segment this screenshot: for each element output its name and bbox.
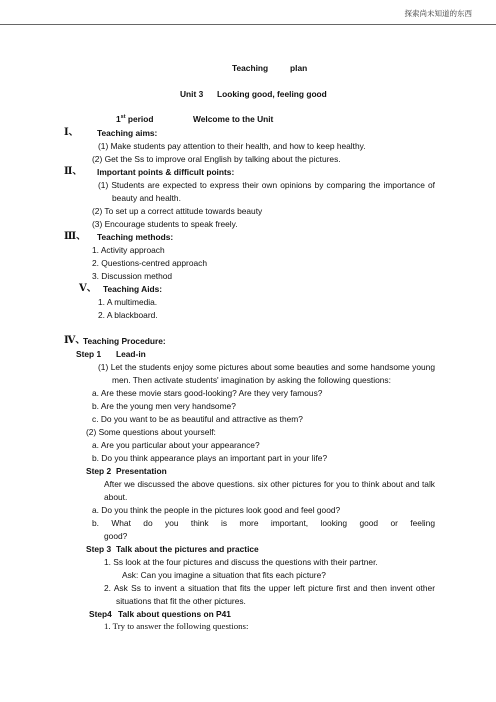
step2-question-b2: good? [104,531,128,541]
sec3-heading: Teaching methods: [97,232,174,242]
step1-question-2a: a. Are you particular about your appearance? [92,440,260,450]
sec3-item-1: 1. Activity approach [92,245,165,255]
step1-question-a: a. Are these movie stars good-looking? Are they very famous? [92,388,323,398]
unit-label: Unit 3 [180,89,204,99]
step3-item-2b: situations that fit the other pictures. [116,596,246,606]
step1-label: Step 1 [76,349,102,359]
step4-name: Talk about questions on P41 [118,609,231,619]
step2-label: Step 2 [86,466,112,476]
sec4-numeral: Ⅳ、 [64,335,86,346]
step4-item-1: 1. Try to answer the following questions: [104,621,249,631]
step4-label: Step4 [89,609,112,619]
period-word: period [127,114,154,124]
step3-item-2a: 2. Ask Ss to invent a situation that fits the upper left picture first and then invent other [104,583,435,593]
sec1-item-1: (1) Make students pay attention to their health, and how to keep healthy. [98,141,366,151]
step3-ask: Ask: Can you imagine a situation that fits each picture? [122,570,326,580]
sec3-item-3: 3. Discussion method [92,271,173,281]
sec5-heading: Teaching Aids: [103,284,163,294]
sec2-numeral: Ⅱ、 [64,166,83,177]
sec2-item-1a: (1) Students are expected to express their own opinions by comparing the importance of [98,180,435,190]
sec1-item-2: (2) Get the Ss to improve oral English by talking about the pictures. [92,154,341,164]
step1-name: Lead-in [116,349,146,359]
step1-para1a: (1) Let the students enjoy some pictures about some beauties and some handsome young [98,362,435,372]
step3-item-1: 1. Ss look at the four pictures and discuss the questions with their partner. [104,557,378,567]
header-rule [0,24,496,25]
sec2-heading: Important points & difficult points: [97,167,235,177]
step2-question-b1: b. What do you think is more important, looking good or feeling [92,518,435,528]
sec1-numeral: Ⅰ、 [64,127,79,138]
period-suffix: st [120,114,126,121]
step3-label: Step 3 [86,544,112,554]
step1-para1b: men. Then activate students' imagination by asking the following questions: [112,375,391,385]
step2-para-b: about. [104,492,128,502]
sec1-heading: Teaching aims: [97,128,158,138]
step2-para-a: After we discussed the above questions. six other pictures for you to think about and talk [104,479,435,489]
title-word-plan: plan [290,63,308,73]
sec5-item-1: 1. A multimedia. [98,297,158,307]
step1-para2: (2) Some questions about yourself: [86,427,216,437]
sec4-heading: Teaching Procedure: [83,336,166,346]
sec2-item-1b: beauty and health. [112,193,181,203]
period-name: Welcome to the Unit [193,114,274,124]
sec2-item-3: (3) Encourage students to speak freely. [92,219,238,229]
period-number: 1 [116,114,121,124]
sec5-numeral: Ⅴ、 [79,283,97,294]
sec5-item-2: 2. A blackboard. [98,310,158,320]
title-word-teaching: Teaching [232,63,269,73]
step1-question-b: b. Are the young men very handsome? [92,401,236,411]
step3-name: Talk about the pictures and practice [116,544,259,554]
step1-question-c: c. Do you want to be as beautiful and attractive as them? [92,414,303,424]
period-label [116,114,153,124]
step2-name: Presentation [116,466,167,476]
sec3-item-2: 2. Questions-centred approach [92,258,207,268]
unit-name: Looking good, feeling good [217,89,327,99]
sec2-item-2: (2) To set up a correct attitude towards beauty [92,206,263,216]
step1-question-2b: b. Do you think appearance plays an important part in your life? [92,453,328,463]
page-header-text: 探索尚未知道的东西 [404,9,472,18]
sec3-numeral: Ⅲ、 [64,231,87,242]
step2-question-a: a. Do you think the people in the pictures look good and feel good? [92,505,341,515]
